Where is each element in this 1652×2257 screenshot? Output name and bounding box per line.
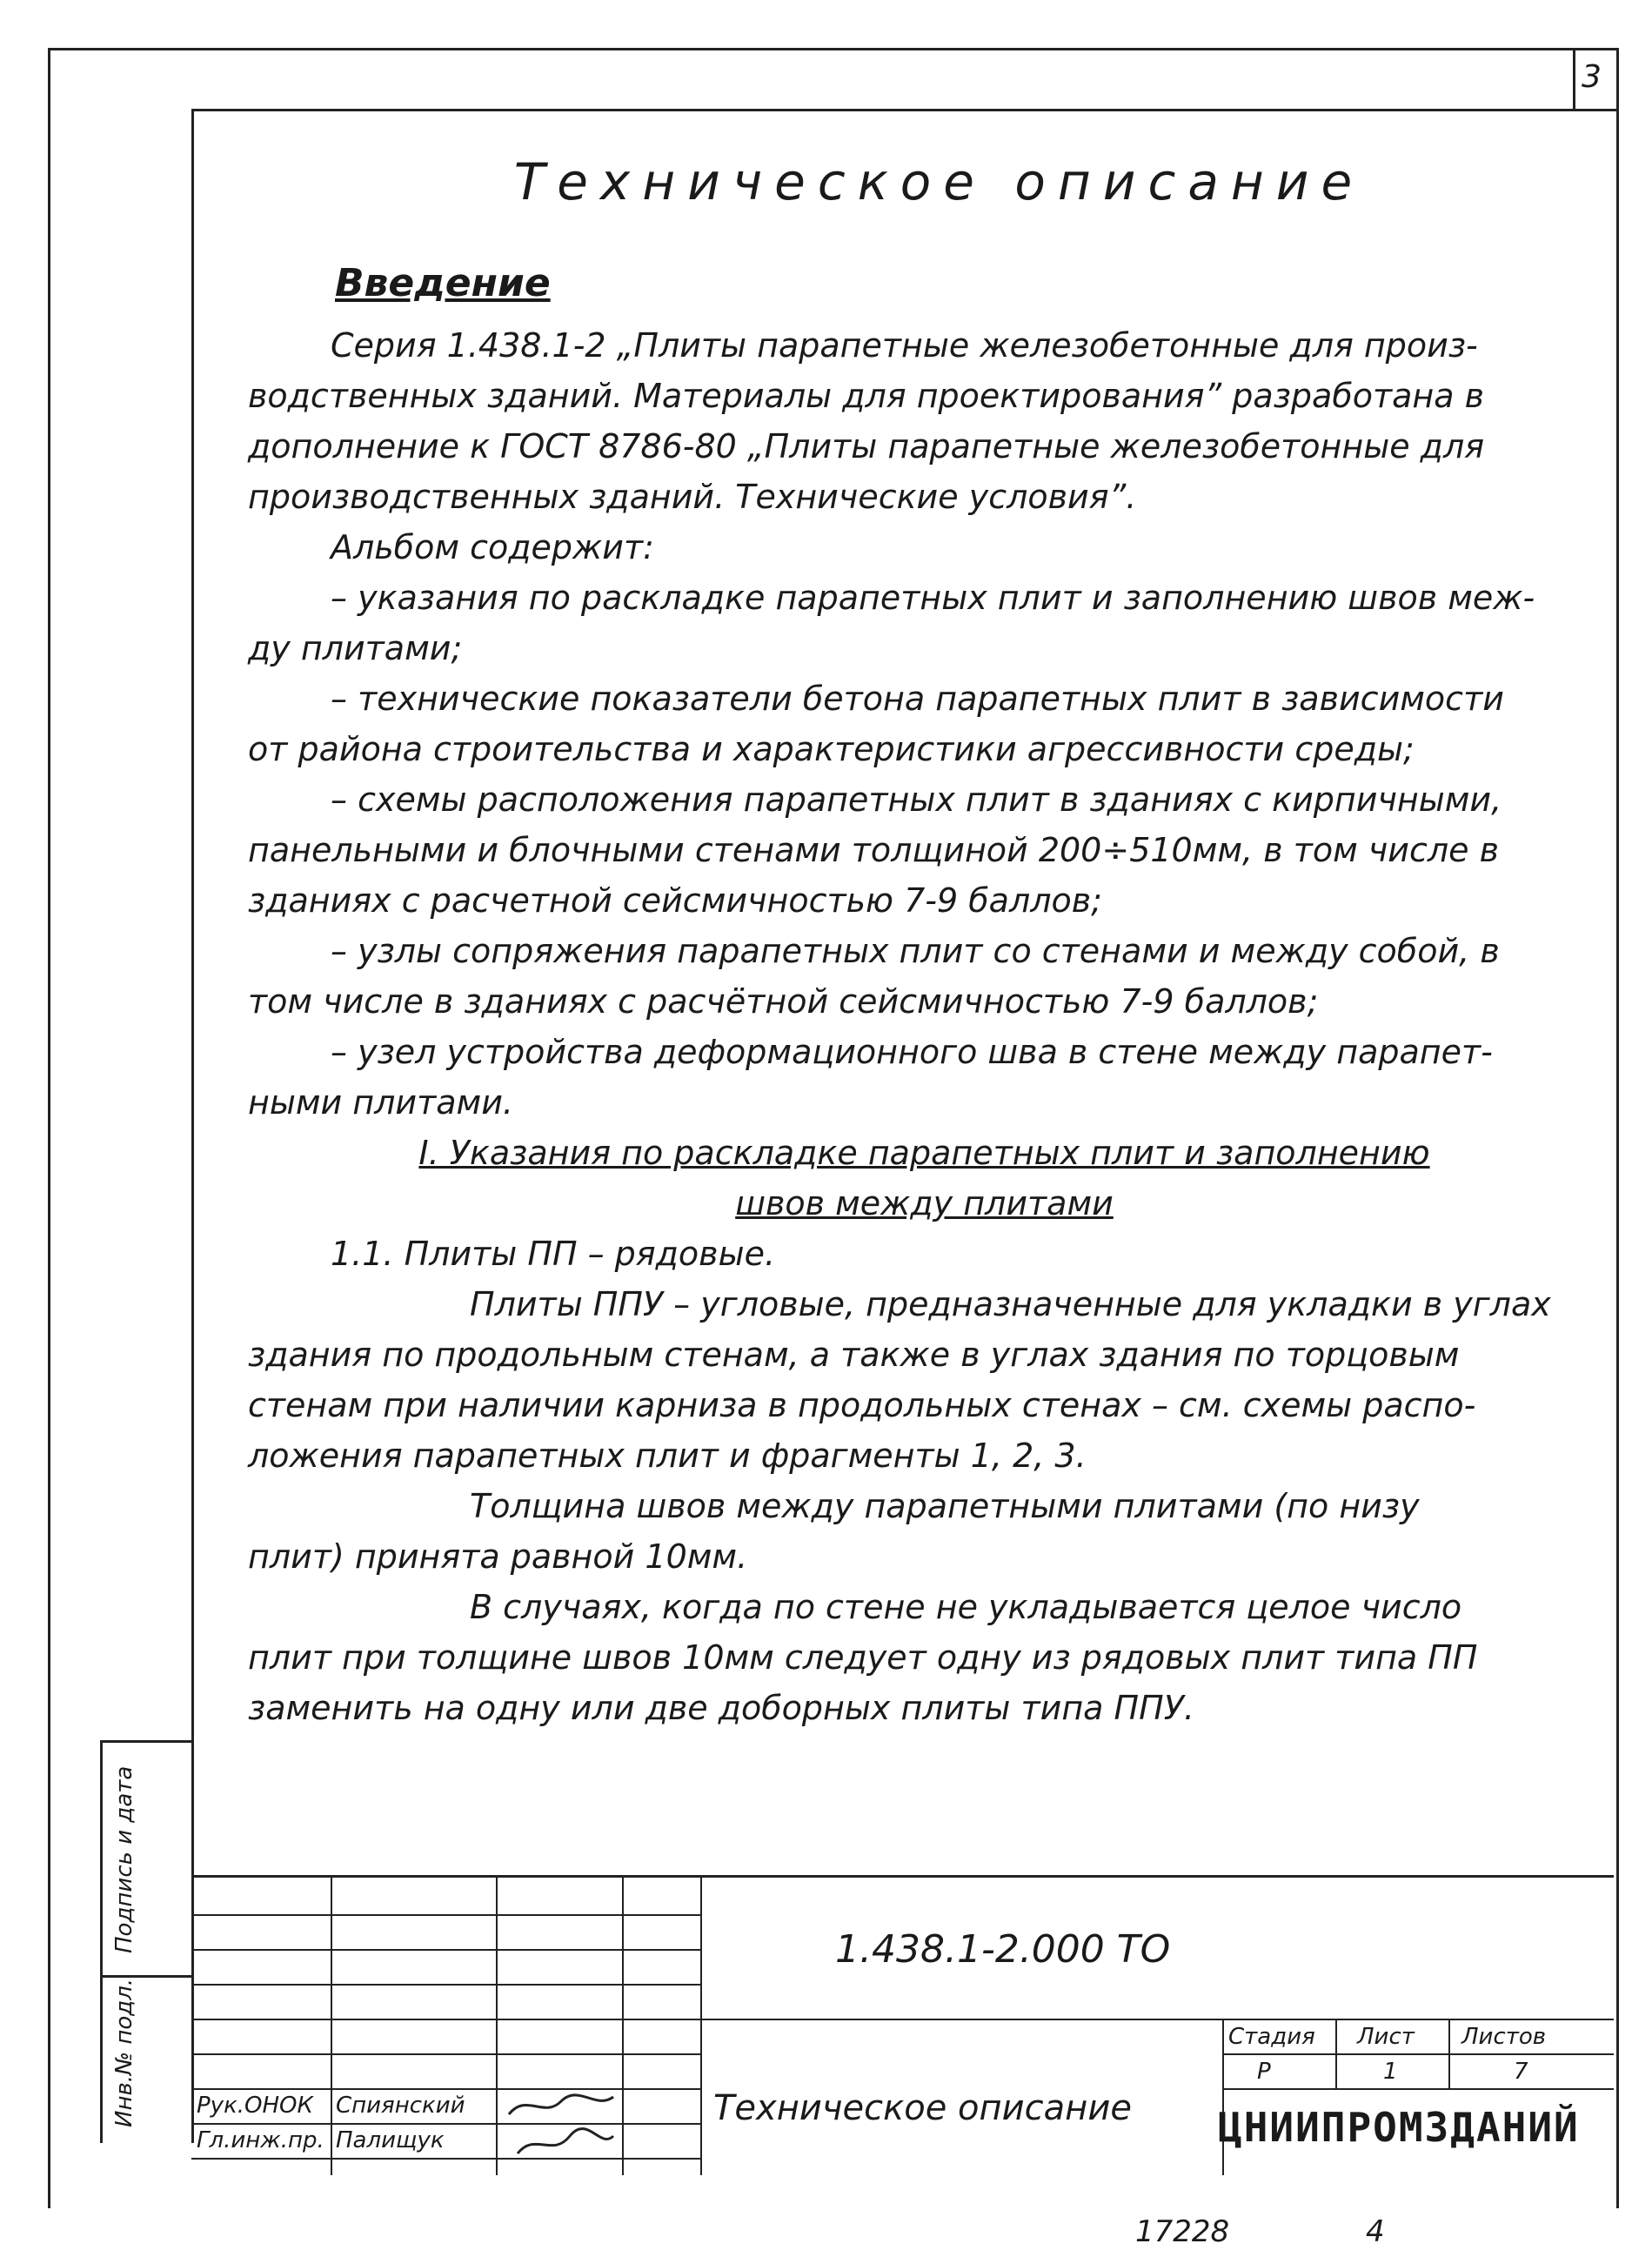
section-heading-line2: швов между плитами: [735, 1184, 1114, 1222]
tb-col-line: [1448, 2019, 1450, 2088]
page-corner-number: 3: [1582, 59, 1602, 95]
tb-row-line: [1222, 2088, 1614, 2090]
body-line: панельными и блочными стенами толщиной 200÷510мм, в том числе в: [248, 831, 1500, 869]
signature-marks: [500, 2084, 622, 2171]
body-line: – указания по раскладке парапетных плит и заполнению швов меж-: [331, 579, 1535, 617]
sheets-header: Листов: [1461, 2024, 1547, 2050]
tb-row-line: [191, 2088, 700, 2090]
section-line: ложения парапетных плит и фрагменты 1, 2, 3.: [248, 1437, 1087, 1475]
tb-row-line: [191, 2053, 700, 2055]
body-line: водственных зданий. Материалы для проектирования” разработана в: [248, 377, 1485, 415]
stage-header: Стадия: [1228, 2024, 1315, 2050]
tb-row-line: [191, 2123, 700, 2125]
tb-row-line: [191, 1949, 700, 1951]
tb-row-line: [191, 1914, 700, 1916]
section-line: плит при толщине швов 10мм следует одну из рядовых плит типа ПП: [248, 1638, 1478, 1677]
organization-name: ЦНИИПРОМЗДАНИЙ: [1218, 2104, 1580, 2151]
name-1: Спиянский: [336, 2093, 465, 2119]
side-label-inventory: Инв.№ подл.: [111, 1978, 137, 2127]
section-line: В случаях, когда по стене не укладывается целое число: [470, 1588, 1462, 1626]
tb-col-line: [331, 1875, 332, 2175]
role-1: Рук.ОНОК: [197, 2093, 313, 2119]
sheet-value: 1: [1383, 2059, 1398, 2085]
body-line: дополнение к ГОСТ 8786-80 „Плиты парапетные железобетонные для: [248, 427, 1485, 465]
section-line: плит) принята равной 10мм.: [248, 1537, 748, 1576]
body-line: Серия 1.438.1-2 „Плиты парапетные железобетонные для произ-: [331, 326, 1478, 365]
tb-row-line: [191, 1984, 700, 1986]
stage-value: Р: [1257, 2059, 1271, 2085]
tb-col-line: [496, 1875, 498, 2175]
intro-heading: Введение: [335, 261, 551, 305]
tb-col-line: [1222, 2019, 1224, 2175]
body-line: Альбом содержит:: [331, 528, 654, 566]
section-line: Толщина швов между парапетными плитами (по низу: [470, 1487, 1420, 1525]
body-line: – технические показатели бетона парапетных плит в зависимости: [331, 680, 1504, 718]
tb-col-line: [1335, 2019, 1337, 2088]
body-line: том числе в зданиях с расчётной сейсмичностью 7-9 баллов;: [248, 982, 1319, 1021]
title-block-description: Техническое описание: [713, 2088, 1132, 2128]
name-2: Палищук: [336, 2127, 445, 2153]
body-line: зданиях с расчетной сейсмичностью 7-9 баллов;: [248, 881, 1102, 920]
body-line: от района строительства и характеристики агрессивности среды;: [248, 730, 1415, 768]
role-2: Гл.инж.пр.: [197, 2127, 324, 2153]
body-line: ными плитами.: [248, 1083, 513, 1122]
body-line: – схемы расположения парапетных плит в зданиях с кирпичными,: [331, 780, 1502, 819]
body-line: ду плитами;: [248, 629, 463, 667]
tb-col-line: [622, 1875, 624, 2175]
sheets-value: 7: [1514, 2059, 1528, 2085]
document-body: [248, 320, 1601, 1733]
document-code: 1.438.1-2.000 ТО: [835, 1927, 1171, 1972]
side-stamp-divider: [100, 1975, 191, 1978]
section-line: стенам при наличии карниза в продольных стенах – см. схемы распо-: [248, 1386, 1476, 1424]
footer-number-right: 4: [1366, 2214, 1385, 2249]
document-title: Техническое описание: [513, 152, 1365, 211]
section-line: 1.1. Плиты ПП – рядовые.: [331, 1235, 776, 1273]
section-heading-line1: I. Указания по раскладке парапетных плит и заполнению: [418, 1134, 1430, 1172]
body-line: – узлы сопряжения парапетных плит со стенами и между собой, в: [331, 932, 1500, 970]
body-line: производственных зданий. Технические условия”.: [248, 478, 1137, 516]
body-line: – узел устройства деформационного шва в стене между парапет-: [331, 1033, 1493, 1071]
section-line: здания по продольным стенам, а также в углах здания по торцовым: [248, 1336, 1460, 1374]
tb-col-line: [700, 1875, 702, 2175]
section-line: Плиты ППУ – угловые, предназначенные для укладки в углах: [470, 1285, 1551, 1323]
tb-row-line: [1222, 2053, 1614, 2055]
footer-number-left: 17228: [1135, 2214, 1230, 2249]
section-line: заменить на одну или две добoрных плиты типа ППУ.: [248, 1689, 1194, 1727]
side-label-signature-date: Подпись и дата: [111, 1765, 137, 1953]
sheet-header: Лист: [1357, 2024, 1415, 2050]
tb-row-line: [191, 2158, 700, 2160]
tb-row-line: [191, 2019, 1614, 2020]
